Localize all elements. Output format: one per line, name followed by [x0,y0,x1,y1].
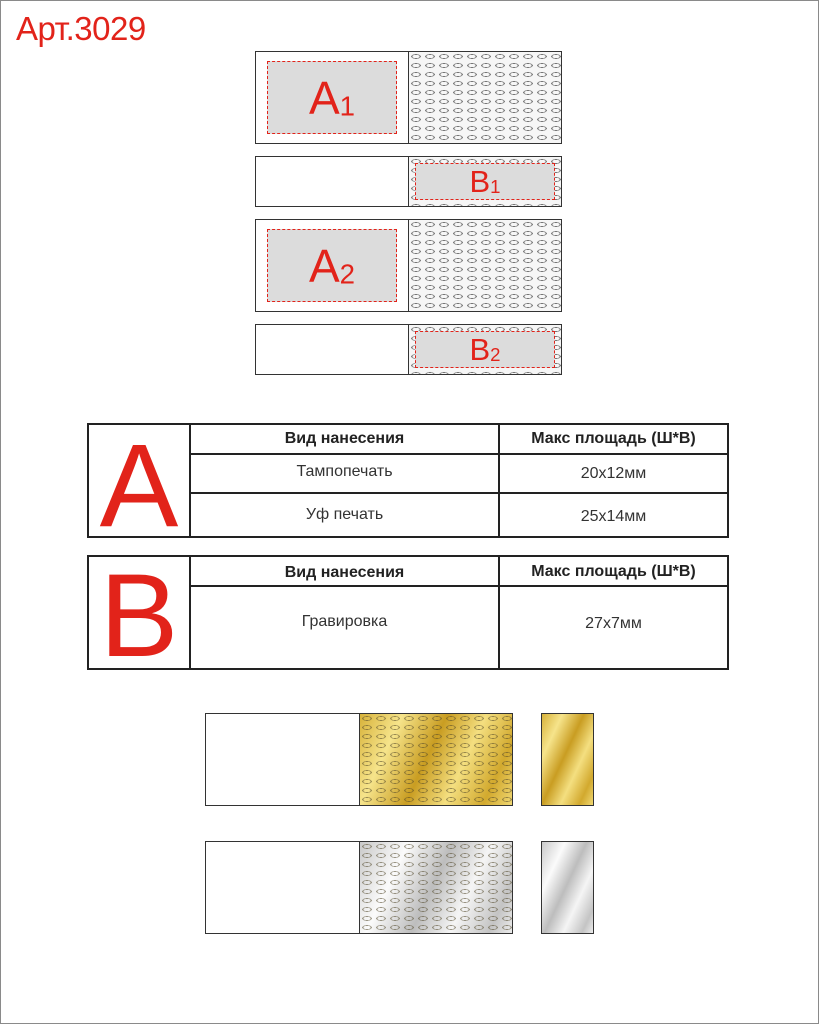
area-label-a2: $A_2$ [308,239,356,292]
table-a-method: Тампопечать [296,463,393,480]
area-label-b2: $B_2$ [469,331,501,367]
print-area-b2 [415,331,555,368]
textured-panel [408,325,561,374]
area-label-b1: $B_1$ [469,163,501,199]
table-b-method: Гравировка [301,613,388,630]
table-a-method: Уф печать [305,506,384,523]
textured-panel [408,157,561,206]
print-area-a1 [267,61,397,134]
finish-sample-silver [205,841,513,934]
row-divider [189,453,727,455]
table-a-area: 20x12мм [580,465,647,482]
textured-panel [408,52,561,143]
finish-sample-gold [205,713,513,806]
area-label-a1: $A_1$ [308,71,356,124]
layout-b1 [255,156,562,207]
row-divider [189,585,727,587]
print-area-a2 [267,229,397,302]
table-b-header-method: Вид нанесения [284,564,405,581]
gold-textured-panel [359,714,512,805]
table-a-letter: A [89,425,191,536]
table-a-header-area: Макс площадь (Ш*В) [531,430,696,447]
layout-a2 [255,219,562,312]
table-b-area: 27x7мм [585,615,642,632]
table-a-header-method: Вид нанесения [284,430,405,447]
gold-swatch [541,713,594,806]
table-b-header-area: Макс площадь (Ш*В) [531,563,696,580]
print-area-b1 [415,163,555,200]
textured-panel [408,220,561,311]
silver-textured-panel [359,842,512,933]
silver-swatch [541,841,594,934]
layout-a1 [255,51,562,144]
table-b [87,550,729,682]
layout-b2 [255,324,562,375]
table-b-letter: B [89,557,191,668]
table-a-area: 25x14мм [580,508,647,525]
article-title: Арт.3029 [16,10,146,47]
row-divider [189,492,727,494]
table-a [87,420,729,552]
